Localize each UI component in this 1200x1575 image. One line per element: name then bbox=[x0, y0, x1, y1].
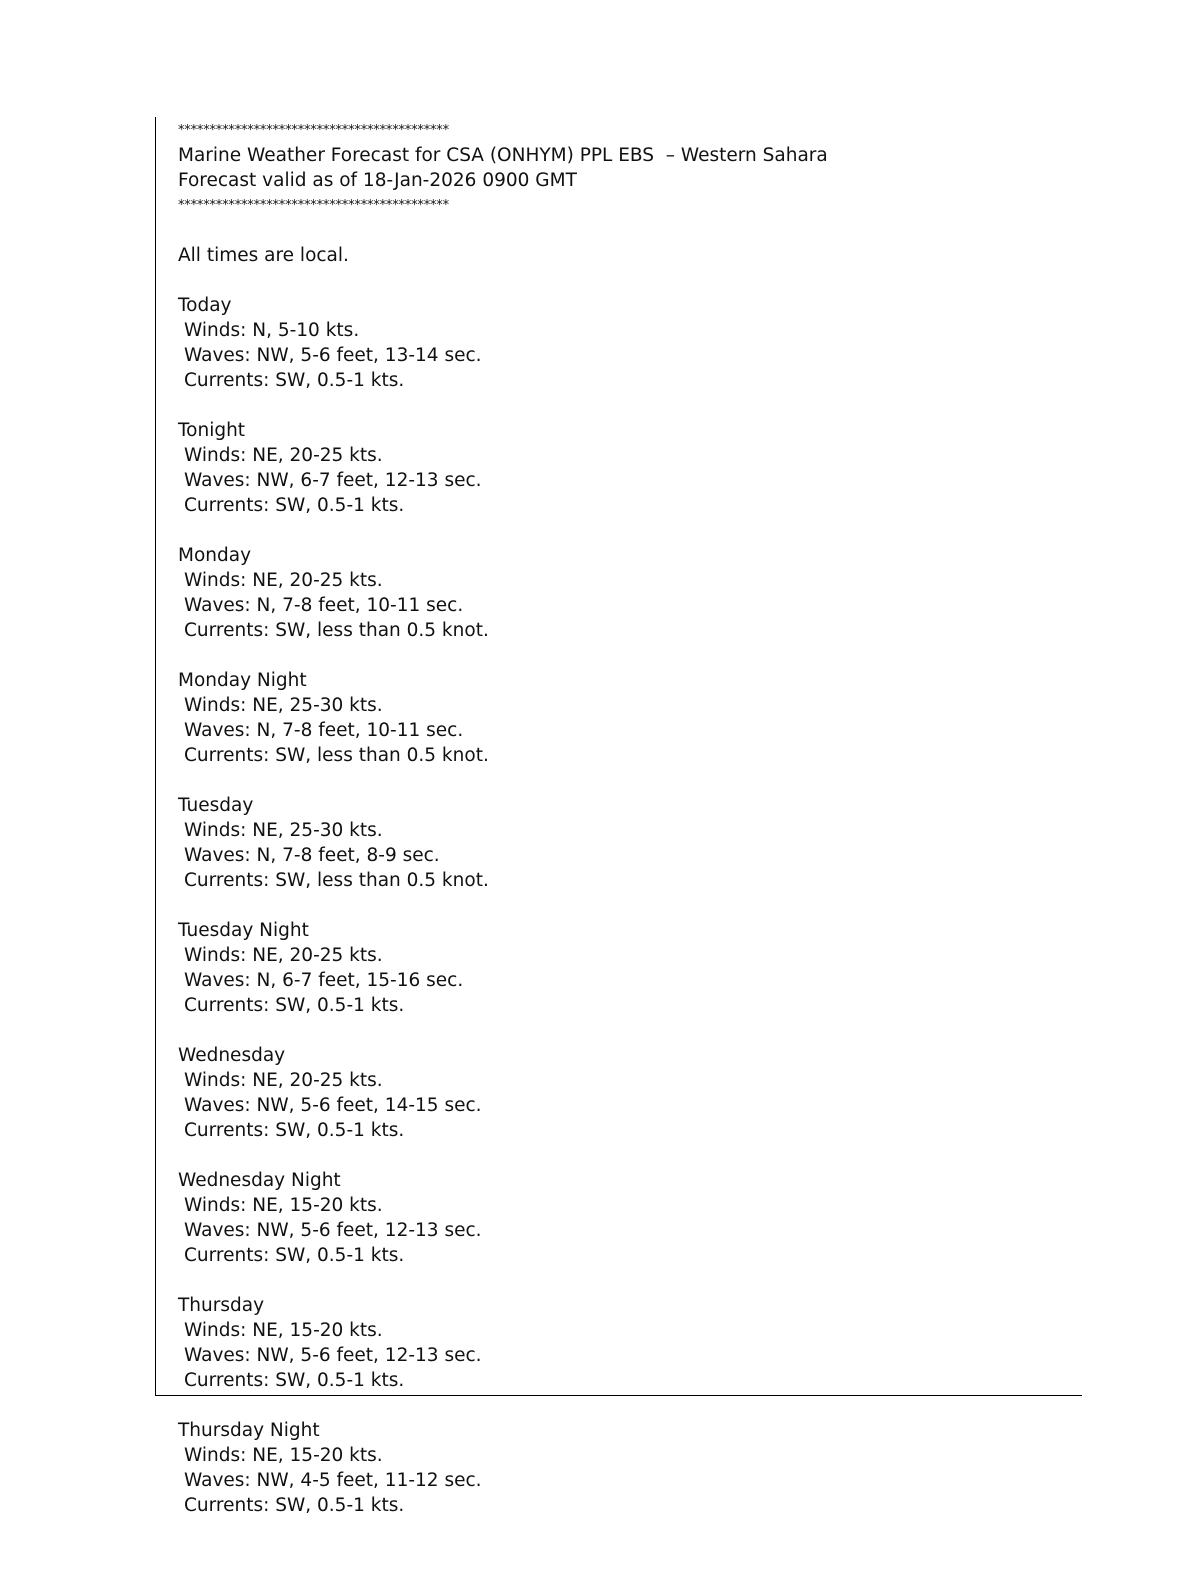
spacer bbox=[178, 268, 1078, 293]
winds-line: Winds: NE, 20-25 kts. bbox=[184, 445, 383, 466]
period-tuesday bbox=[178, 793, 1078, 918]
currents-line: Currents: SW, less than 0.5 knot. bbox=[184, 620, 489, 641]
period-today bbox=[178, 293, 1078, 418]
winds-line: Winds: NE, 25-30 kts. bbox=[184, 820, 383, 841]
winds-line: Winds: NE, 15-20 kts. bbox=[184, 1195, 383, 1216]
period-wednesday-night bbox=[178, 1168, 1078, 1293]
left-border-rule bbox=[155, 117, 156, 1396]
spacer bbox=[178, 643, 1078, 668]
spacer bbox=[178, 1018, 1078, 1043]
period-name: Wednesday Night bbox=[178, 1170, 341, 1191]
period-name: Wednesday bbox=[178, 1045, 286, 1066]
winds-line: Winds: NE, 20-25 kts. bbox=[184, 570, 383, 591]
currents-line: Currents: SW, 0.5-1 kts. bbox=[184, 1495, 405, 1516]
spacer bbox=[178, 768, 1078, 793]
waves-line: Waves: NW, 5-6 feet, 12-13 sec. bbox=[184, 1220, 482, 1241]
waves-line: Waves: NW, 5-6 feet, 12-13 sec. bbox=[184, 1345, 482, 1366]
period-monday-night bbox=[178, 668, 1078, 793]
waves-line: Waves: N, 7-8 feet, 8-9 sec. bbox=[184, 845, 440, 866]
period-name: Thursday bbox=[178, 1295, 265, 1316]
winds-line: Winds: NE, 15-20 kts. bbox=[184, 1320, 383, 1341]
waves-line: Waves: NW, 4-5 feet, 11-12 sec. bbox=[184, 1470, 482, 1491]
period-name: Monday bbox=[178, 545, 252, 566]
currents-line: Currents: SW, 0.5-1 kts. bbox=[184, 1245, 405, 1266]
period-name: Thursday Night bbox=[178, 1420, 320, 1441]
waves-line: Waves: NW, 5-6 feet, 14-15 sec. bbox=[184, 1095, 482, 1116]
period-monday bbox=[178, 543, 1078, 668]
currents-line: Currents: SW, 0.5-1 kts. bbox=[184, 495, 405, 516]
waves-line: Waves: NW, 6-7 feet, 12-13 sec. bbox=[184, 470, 482, 491]
period-name: Tonight bbox=[178, 420, 246, 441]
winds-line: Winds: N, 5-10 kts. bbox=[184, 320, 360, 341]
spacer bbox=[178, 1268, 1078, 1293]
period-name: Monday Night bbox=[178, 670, 307, 691]
winds-line: Winds: NE, 20-25 kts. bbox=[184, 1070, 383, 1091]
header-stars-bottom: ******************************************* bbox=[178, 198, 449, 213]
waves-line: Waves: NW, 5-6 feet, 13-14 sec. bbox=[184, 345, 482, 366]
period-thursday-night bbox=[178, 1418, 1078, 1518]
period-name: Today bbox=[178, 295, 232, 316]
spacer bbox=[178, 393, 1078, 418]
waves-line: Waves: N, 7-8 feet, 10-11 sec. bbox=[184, 720, 464, 741]
spacer bbox=[178, 518, 1078, 543]
forecast-document bbox=[178, 118, 1078, 1518]
header-stars-top: ******************************************* bbox=[178, 123, 449, 138]
forecast-title: Marine Weather Forecast for CSA (ONHYM) PPL EBS – Western Sahara bbox=[178, 145, 828, 166]
currents-line: Currents: SW, 0.5-1 kts. bbox=[184, 995, 405, 1016]
period-name: Tuesday Night bbox=[178, 920, 309, 941]
period-tonight bbox=[178, 418, 1078, 543]
currents-line: Currents: SW, less than 0.5 knot. bbox=[184, 745, 489, 766]
currents-line: Currents: SW, 0.5-1 kts. bbox=[184, 1120, 405, 1141]
period-wednesday bbox=[178, 1043, 1078, 1168]
winds-line: Winds: NE, 25-30 kts. bbox=[184, 695, 383, 716]
spacer bbox=[178, 893, 1078, 918]
winds-line: Winds: NE, 15-20 kts. bbox=[184, 1445, 383, 1466]
forecast-valid-time: Forecast valid as of 18-Jan-2026 0900 GMT bbox=[178, 170, 577, 191]
period-tuesday-night bbox=[178, 918, 1078, 1043]
spacer bbox=[178, 1143, 1078, 1168]
local-time-note: All times are local. bbox=[178, 245, 349, 266]
waves-line: Waves: N, 6-7 feet, 15-16 sec. bbox=[184, 970, 464, 991]
currents-line: Currents: SW, less than 0.5 knot. bbox=[184, 870, 489, 891]
spacer bbox=[178, 218, 1078, 243]
currents-line: Currents: SW, 0.5-1 kts. bbox=[184, 1370, 405, 1391]
period-thursday bbox=[178, 1293, 1078, 1393]
period-name: Tuesday bbox=[178, 795, 254, 816]
waves-line: Waves: N, 7-8 feet, 10-11 sec. bbox=[184, 595, 464, 616]
currents-line: Currents: SW, 0.5-1 kts. bbox=[184, 370, 405, 391]
winds-line: Winds: NE, 20-25 kts. bbox=[184, 945, 383, 966]
